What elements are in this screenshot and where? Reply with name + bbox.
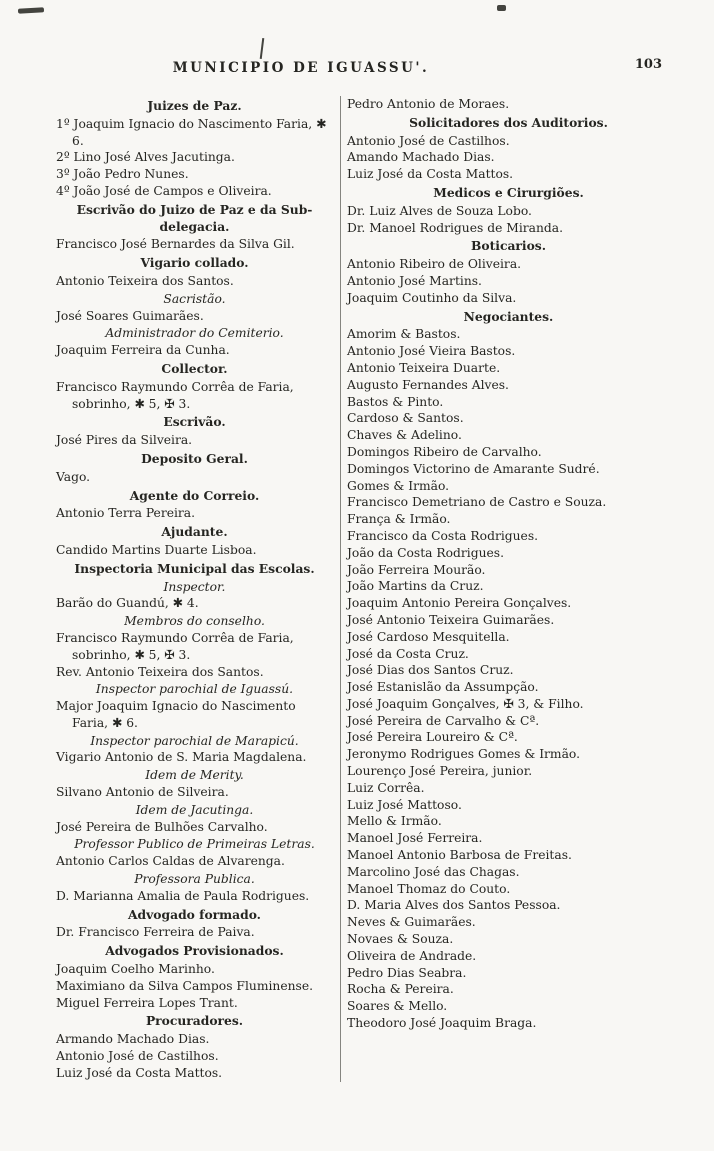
section-heading: Escrivão do Juizo de Paz e da Sub-delegacia. — [76, 201, 313, 234]
directory-entry: Antonio José de Castilhos. — [56, 1049, 219, 1064]
directory-entry: Joaquim Ferreira da Cunha. — [56, 343, 230, 358]
directory-entry: Pedro Antonio de Moraes. — [347, 97, 510, 111]
directory-entry: França & Irmão. — [347, 512, 451, 527]
directory-entry: Luiz José da Costa Mattos. — [347, 167, 514, 182]
directory-entry: Neves & Guimarães. — [347, 915, 476, 930]
directory-entry: Manoel José Ferreira. — [347, 831, 483, 846]
directory-entry: Marcolino José das Chagas. — [347, 864, 520, 879]
directory-entry: Dr. Manoel Rodrigues de Miranda. — [347, 220, 564, 235]
section-heading: Professor Publico de Primeiras Letras. — [74, 837, 315, 852]
directory-entry: José Pereira de Carvalho & Cª. — [347, 713, 540, 728]
section-heading: Escrivão. — [163, 414, 226, 430]
directory-entry: Manoel Thomaz do Couto. — [347, 881, 511, 896]
page-title: MUNICIPIO DE IGUASSU'. — [172, 60, 430, 76]
directory-entry: Rocha & Pereira. — [347, 982, 454, 997]
directory-entry: Amorim & Bastos. — [347, 327, 461, 342]
directory-entry: Antonio Ribeiro de Oliveira. — [347, 257, 522, 272]
directory-entry: Silvano Antonio de Silveira. — [56, 785, 229, 800]
directory-entry: 2º Lino José Alves Jacutinga. — [56, 150, 235, 165]
directory-entry: Miguel Ferreira Lopes Trant. — [56, 995, 238, 1010]
directory-entry: Luiz José Mattoso. — [347, 797, 462, 812]
directory-entry: Antonio José Vieira Bastos. — [347, 344, 516, 359]
section-heading: Inspectoria Municipal das Escolas. — [74, 560, 315, 576]
section-heading: Collector. — [161, 360, 228, 376]
page-number: 103 — [634, 57, 662, 72]
section-heading: Membros do conselho. — [124, 614, 265, 629]
directory-entry: Luiz José da Costa Mattos. — [56, 1065, 223, 1080]
directory-entry: Chaves & Adelino. — [347, 428, 462, 443]
directory-entry: José Antonio Teixeira Guimarães. — [347, 612, 555, 627]
directory-entry: Francisco Raymundo Corrêa de Faria, sobrinho, ✱ 5, ✠ 3. — [56, 379, 294, 411]
right-column — [340, 96, 670, 1082]
section-heading: Administrador do Cemiterio. — [105, 326, 284, 341]
section-heading: Inspector parochial de Marapicú. — [90, 733, 299, 748]
directory-entry: Antonio Teixeira Duarte. — [347, 360, 501, 375]
directory-entry: Domingos Victorino de Amarante Sudré. — [347, 461, 600, 476]
directory-entry: Domingos Ribeiro de Carvalho. — [347, 444, 542, 459]
directory-entry: Antonio Terra Pereira. — [56, 506, 196, 521]
directory-entry: João Ferreira Mourão. — [347, 562, 486, 577]
section-heading: Negociantes. — [463, 308, 554, 324]
directory-entry: Dr. Francisco Ferreira de Paiva. — [56, 925, 255, 940]
directory-entry: Antonio Carlos Caldas de Alvarenga. — [56, 854, 285, 869]
directory-entry: Candido Martins Duarte Lisboa. — [56, 542, 257, 557]
section-heading: Vigario collado. — [140, 255, 249, 271]
directory-entry: Major Joaquim Ignacio do Nascimento Faria, ✱ 6. — [56, 699, 296, 730]
directory-entry: Armando Machado Dias. — [56, 1032, 210, 1047]
directory-entry: Mello & Irmão. — [347, 814, 442, 829]
directory-entry: José Joaquim Gonçalves, ✠ 3, & Filho. — [347, 696, 584, 711]
directory-entry: Antonio José Martins. — [347, 273, 482, 288]
left-column — [56, 96, 340, 1082]
directory-entry: Pedro Dias Seabra. — [347, 965, 467, 980]
directory-entry: Soares & Mello. — [347, 999, 448, 1014]
directory-entry: Dr. Luiz Alves de Souza Lobo. — [347, 203, 532, 218]
directory-entry: Amando Machado Dias. — [347, 150, 495, 165]
directory-entry: Jeronymo Rodrigues Gomes & Irmão. — [347, 747, 581, 762]
section-heading: Advogado formado. — [128, 906, 261, 922]
directory-entry: Joaquim Coutinho da Silva. — [347, 290, 517, 305]
directory-entry: Rev. Antonio Teixeira dos Santos. — [56, 664, 264, 679]
directory-entry: 4º João José de Campos e Oliveira. — [56, 183, 272, 198]
directory-entry: Francisco da Costa Rodrigues. — [347, 528, 539, 543]
page-header — [0, 0, 714, 76]
directory-entry: José Estanislão da Assumpção. — [347, 680, 539, 695]
directory-entry: Oliveira de Andrade. — [347, 948, 477, 963]
directory-entry: José Soares Guimarães. — [56, 308, 204, 323]
directory-entry: Theodoro José Joaquim Braga. — [347, 1016, 537, 1031]
section-heading: Juizes de Paz. — [147, 98, 242, 113]
section-heading: Procuradores. — [145, 1013, 244, 1029]
section-heading: Advogados Provisionados. — [105, 943, 284, 959]
section-heading: Inspector parochial de Iguassú. — [95, 682, 294, 697]
directory-entry: D. Maria Alves dos Santos Pessoa. — [347, 898, 561, 913]
directory-entry: Francisco Demetriano de Castro e Souza. — [347, 495, 607, 510]
section-heading: Boticarios. — [471, 238, 546, 254]
directory-entry: Francisco Raymundo Corrêa de Faria, sobrinho, ✱ 5, ✠ 3. — [56, 630, 294, 662]
directory-entry: Barão do Guandú, ✱ 4. — [56, 596, 199, 611]
directory-entry: Cardoso & Santos. — [347, 411, 464, 426]
section-heading: Solicitadores dos Auditorios. — [409, 114, 608, 130]
directory-entry: 1º Joaquim Ignacio do Nascimento Faria, ✱ 6. — [56, 116, 327, 148]
section-heading: Inspector. — [163, 579, 226, 594]
directory-entry: 3º João Pedro Nunes. — [56, 167, 189, 182]
directory-entry: Bastos & Pinto. — [347, 394, 444, 409]
section-heading: Idem de Jacutinga. — [135, 802, 254, 817]
directory-entry: Vago. — [56, 469, 91, 484]
directory-entry: José Pereira de Bulhões Carvalho. — [56, 819, 268, 834]
directory-entry: Antonio José de Castilhos. — [347, 133, 510, 148]
directory-columns — [0, 76, 714, 1082]
directory-entry: João Martins da Cruz. — [347, 579, 484, 594]
directory-entry: Joaquim Coelho Marinho. — [56, 962, 215, 977]
section-heading: Medicos e Cirurgiões. — [433, 184, 584, 200]
section-heading: Sacristão. — [163, 291, 226, 306]
directory-entry: Antonio Teixeira dos Santos. — [56, 273, 234, 288]
directory-entry: Maximiano da Silva Campos Fluminense. — [56, 978, 314, 993]
directory-entry: Novaes & Souza. — [347, 932, 454, 947]
directory-entry: José da Costa Cruz. — [347, 646, 469, 661]
directory-entry: Manoel Antonio Barbosa de Freitas. — [347, 848, 572, 863]
section-heading: Idem de Merity. — [145, 768, 244, 783]
section-heading: Professora Publica. — [134, 872, 255, 887]
directory-entry: José Pereira Loureiro & Cª. — [347, 730, 518, 745]
directory-entry: José Cardoso Mesquitella. — [347, 629, 510, 644]
directory-entry: Vigario Antonio de S. Maria Magdalena. — [56, 750, 307, 765]
directory-entry: Francisco José Bernardes da Silva Gil. — [56, 237, 295, 252]
directory-entry: Lourenço José Pereira, junior. — [347, 764, 533, 779]
running-title-row — [0, 57, 714, 76]
section-heading: Deposito Geral. — [141, 450, 248, 466]
directory-entry: Gomes & Irmão. — [347, 478, 450, 493]
section-heading: Ajudante. — [161, 524, 228, 540]
directory-entry: João da Costa Rodrigues. — [347, 545, 505, 560]
directory-entry: José Dias dos Santos Cruz. — [347, 663, 514, 678]
section-heading: Agente do Correio. — [129, 487, 260, 503]
directory-entry: Luiz Corrêa. — [347, 780, 425, 795]
directory-entry: José Pires da Silveira. — [56, 433, 193, 448]
directory-entry: Joaquim Antonio Pereira Gonçalves. — [347, 596, 572, 611]
directory-entry: Augusto Fernandes Alves. — [347, 377, 509, 392]
directory-entry: D. Marianna Amalia de Paula Rodrigues. — [56, 888, 310, 903]
